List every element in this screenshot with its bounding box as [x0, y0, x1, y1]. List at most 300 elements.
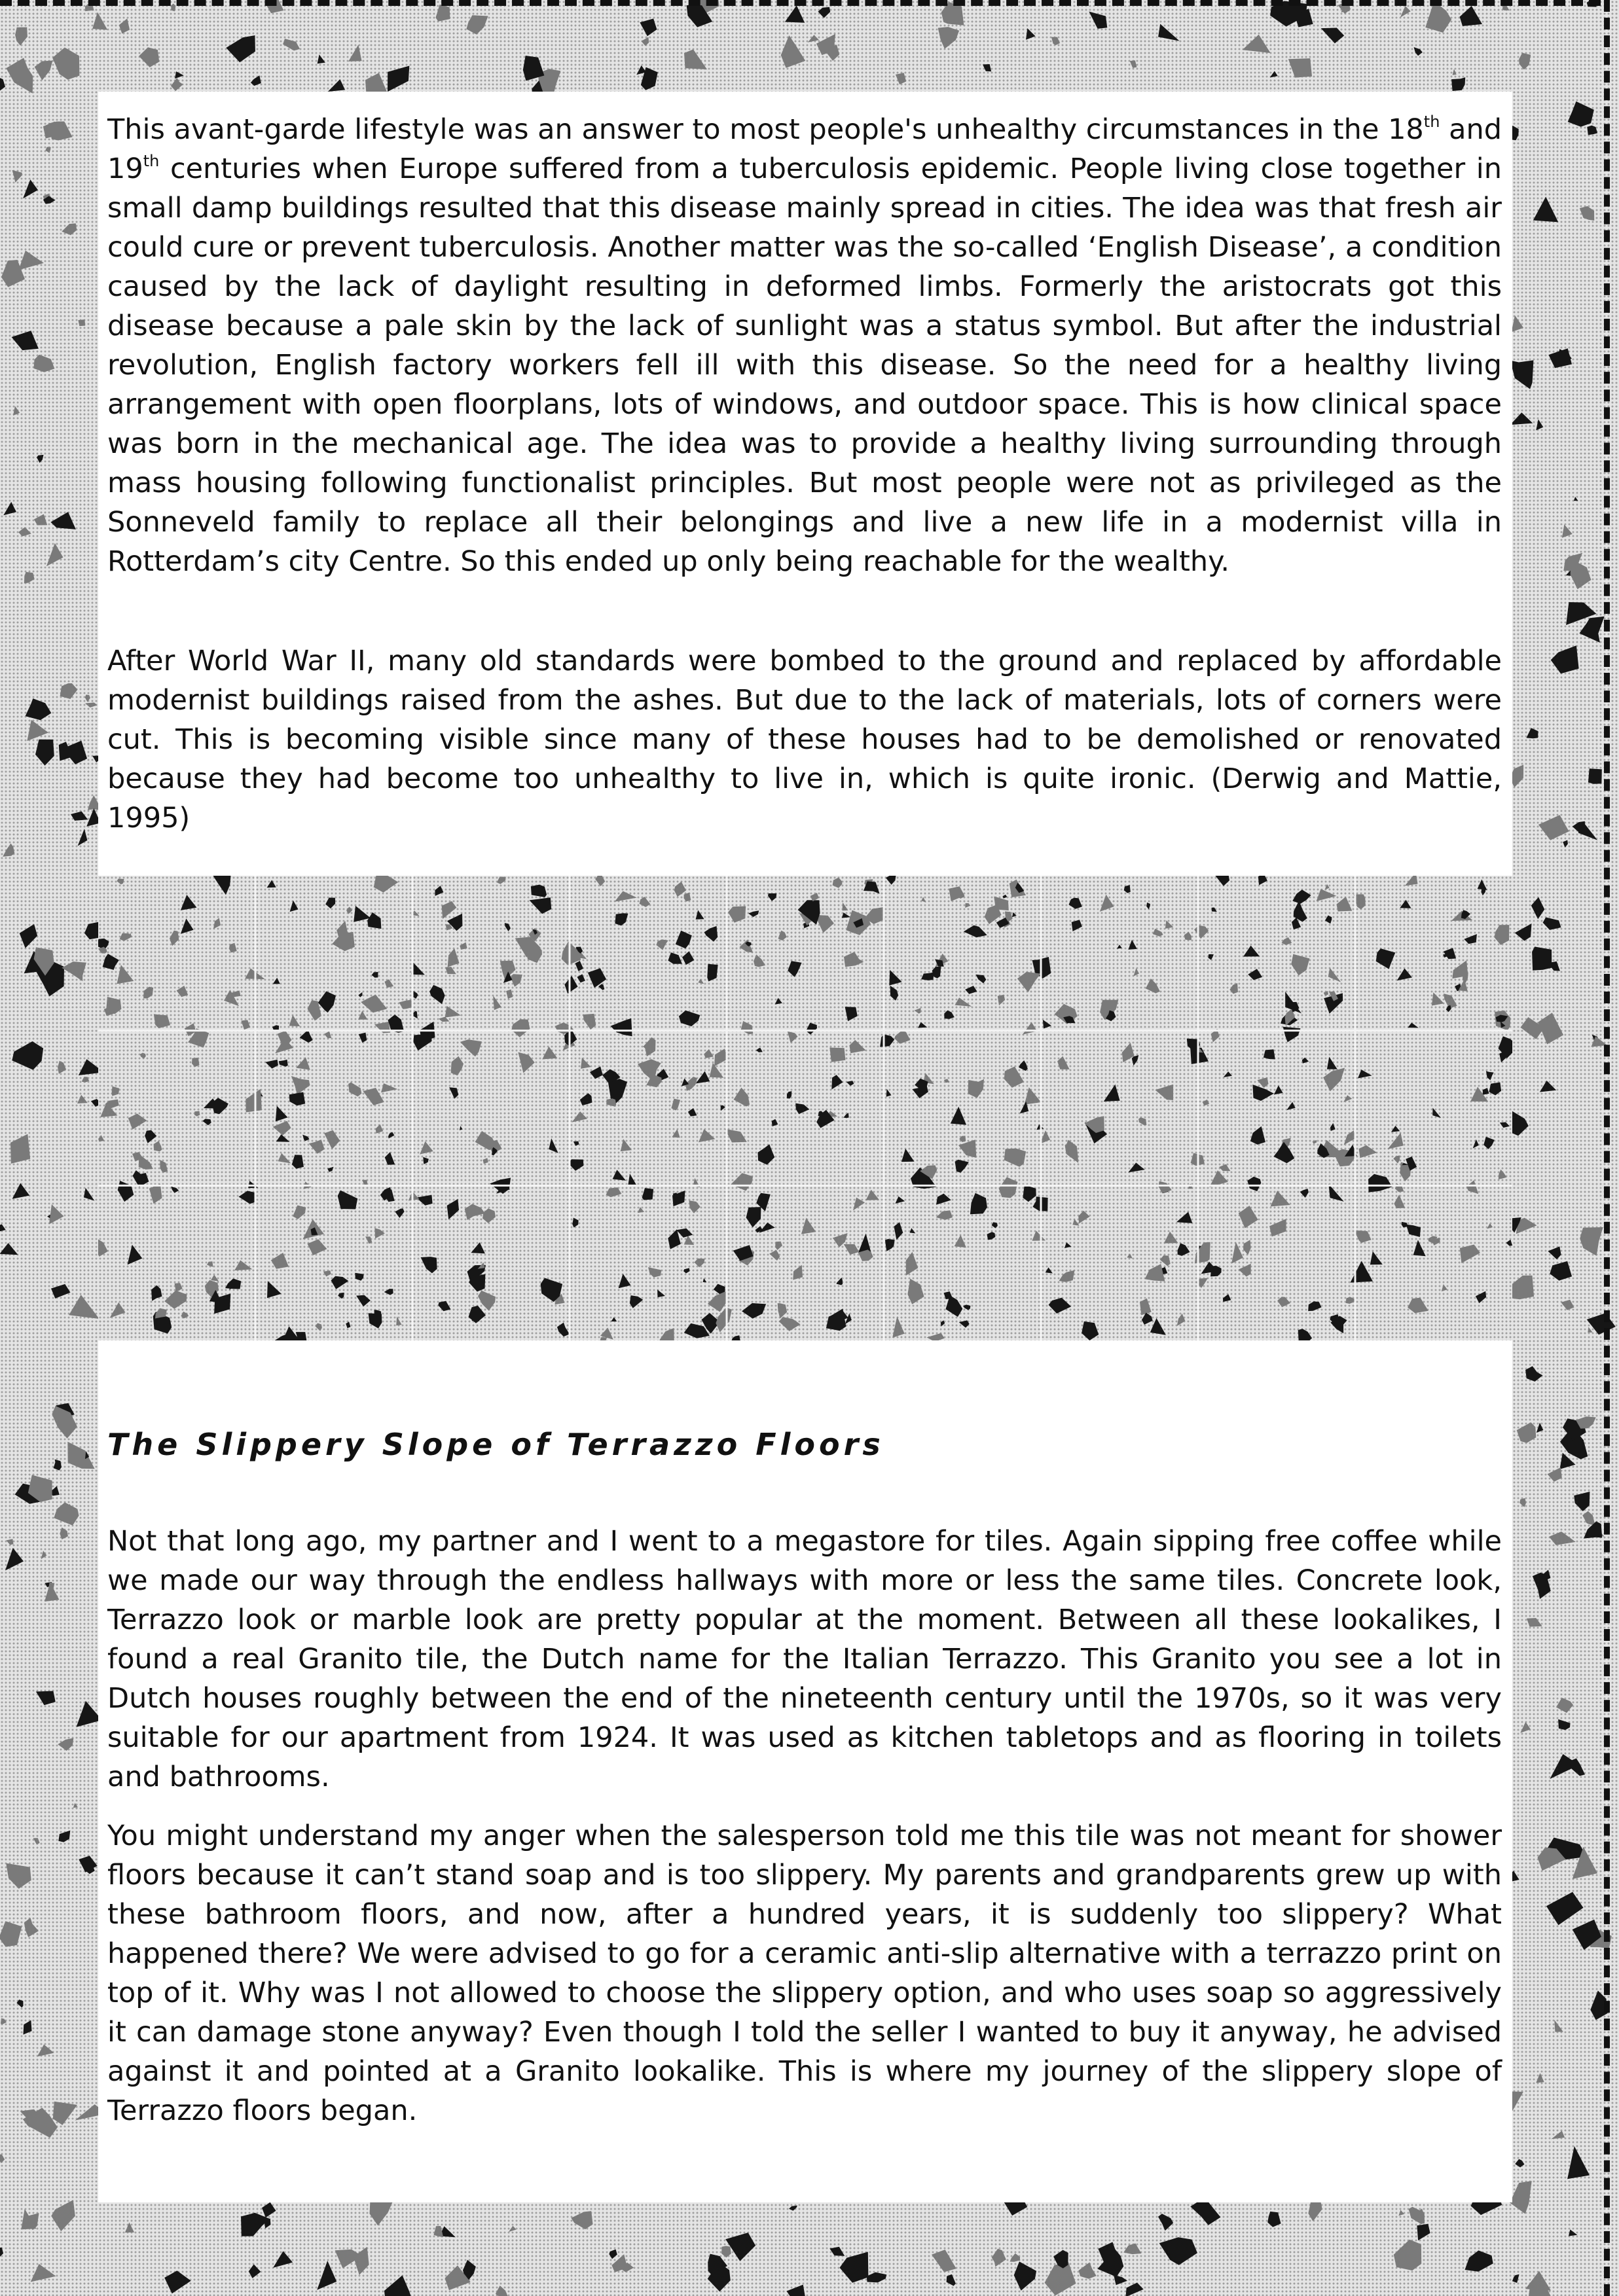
terrazzo-chip: [843, 1113, 848, 1118]
terrazzo-chip: [466, 15, 488, 35]
terrazzo-chip: [1414, 47, 1423, 56]
terrazzo-chip: [698, 978, 704, 984]
terrazzo-chip: [1145, 1264, 1165, 1282]
terrazzo-chip: [643, 1037, 655, 1056]
terrazzo-chip: [1571, 559, 1592, 589]
terrazzo-chip: [439, 1017, 450, 1022]
terrazzo-chip: [907, 1279, 924, 1304]
terrazzo-chip: [202, 1119, 211, 1125]
terrazzo-chip: [1019, 1060, 1028, 1071]
terrazzo-chip: [775, 998, 782, 1005]
terrazzo-chip: [772, 1119, 778, 1126]
terrazzo-chip: [963, 1304, 970, 1310]
terrazzo-chip: [787, 1091, 792, 1098]
terrazzo-chip: [154, 1014, 170, 1028]
terrazzo-chip: [24, 572, 35, 583]
terrazzo-chip: [324, 1031, 331, 1039]
terrazzo-chip: [293, 1206, 306, 1219]
terrazzo-chip: [482, 1208, 496, 1223]
terrazzo-chip: [1219, 1164, 1230, 1171]
terrazzo-chip: [78, 829, 88, 846]
terrazzo-chip: [1344, 1130, 1355, 1145]
terrazzo-chip: [149, 1184, 162, 1204]
terrazzo-chip: [372, 972, 378, 978]
terrazzo-chip: [1229, 983, 1238, 994]
terrazzo-chip: [1499, 1170, 1507, 1179]
terrazzo-chip: [283, 39, 300, 50]
paragraph-salesperson: You might understand my anger when the salesperson told me this tile was not meant for shower floors because it can’t stand soap and is too slippery. My parents and grandparents grew up with these bathroom floors, and now, after a hundred years, it is suddenly too slippery? What happened there? We were advised to go for a ceramic anti-slip alternative with a terrazzo print on top of it. Why was I not allowed to choose the slippery option, and who uses soap so aggressively it can damage stone anyway? Even though I told the seller I wanted to buy it anyway, he advised against it and pointed at a Granito lookalike. This is where my journey of the slippery slope of Terrazzo floors began.: [107, 1820, 1502, 2127]
terrazzo-chip: [983, 64, 991, 71]
terrazzo-chip: [509, 2226, 517, 2232]
terrazzo-chip: [1043, 1020, 1051, 1029]
terrazzo-chip: [714, 1049, 727, 1066]
terrazzo-chip: [1413, 1240, 1426, 1256]
terrazzo-chip: [20, 924, 37, 948]
terrazzo-chip: [676, 1229, 693, 1238]
terrazzo-chip: [27, 720, 48, 741]
terrazzo-chip: [1014, 2261, 1036, 2290]
terrazzo-chip: [435, 886, 443, 896]
terrazzo-chip: [955, 997, 972, 1007]
terrazzo-chip: [549, 1138, 558, 1153]
terrazzo-chip: [53, 2102, 77, 2125]
terrazzo-chip: [1549, 1532, 1576, 1545]
terrazzo-chip: [212, 1098, 228, 1114]
terrazzo-chip: [748, 910, 759, 917]
terrazzo-chip: [384, 979, 393, 988]
terrazzo-chip: [60, 683, 78, 699]
terrazzo-chip: [302, 1135, 309, 1141]
terrazzo-chip: [688, 1108, 697, 1117]
terrazzo-chip: [1588, 1327, 1592, 1333]
terrazzo-chip: [239, 1191, 256, 1204]
terrazzo-chip: [328, 79, 345, 92]
terrazzo-chip: [1558, 1719, 1571, 1730]
terrazzo-chip: [1123, 2244, 1141, 2255]
terrazzo-chip: [704, 926, 718, 942]
terrazzo-chip: [671, 1099, 680, 1111]
terrazzo-chip: [3, 844, 14, 857]
terrazzo-chip: [676, 931, 692, 949]
terrazzo-chip: [1051, 37, 1060, 46]
terrazzo-chip: [438, 1301, 450, 1312]
terrazzo-chip: [71, 812, 88, 821]
terrazzo-chip: [51, 1284, 71, 1299]
terrazzo-chip: [1408, 1298, 1428, 1314]
terrazzo-chip: [1128, 1162, 1144, 1172]
terrazzo-chip: [35, 61, 53, 81]
terrazzo-chip: [965, 986, 977, 994]
terrazzo-chip: [278, 1153, 291, 1164]
terrazzo-chip: [1010, 2253, 1021, 2262]
terrazzo-chip: [562, 941, 581, 965]
terrazzo-chip: [381, 1083, 397, 1092]
terrazzo-chip: [363, 1088, 384, 1105]
terrazzo-chip: [886, 876, 896, 885]
terrazzo-chip: [892, 1316, 905, 1338]
terrazzo-chip: [949, 886, 965, 901]
terrazzo-chip: [572, 1111, 588, 1122]
terrazzo-chip: [493, 996, 501, 1010]
terrazzo-chip: [1574, 497, 1578, 501]
terrazzo-chip: [1574, 1492, 1590, 1511]
terrazzo-chip: [1550, 1261, 1572, 1281]
terrazzo-chip: [5, 1548, 24, 1571]
terrazzo-chip: [890, 986, 899, 1001]
terrazzo-chip: [659, 1328, 674, 1340]
terrazzo-chip: [1405, 876, 1418, 886]
terrazzo-chip: [885, 1239, 895, 1251]
terrazzo-chip: [318, 992, 336, 1013]
terrazzo-chip: [317, 2261, 337, 2290]
terrazzo-chip: [1478, 880, 1487, 890]
terrazzo-chip: [1400, 900, 1411, 908]
terrazzo-tile-image: [98, 876, 1512, 1340]
terrazzo-chip: [16, 2000, 23, 2007]
terrazzo-chip: [1258, 876, 1267, 885]
terrazzo-chip: [613, 1170, 626, 1181]
terrazzo-chip: [1298, 1329, 1312, 1340]
terrazzo-chip: [140, 1053, 146, 1059]
terrazzo-chip: [1346, 1297, 1355, 1304]
terrazzo-chip: [968, 1079, 985, 1098]
terrazzo-chip: [1388, 1133, 1404, 1149]
terrazzo-chip: [6, 1539, 13, 1545]
terrazzo-chip: [192, 1058, 200, 1067]
terrazzo-chip: [497, 877, 506, 884]
terrazzo-chip: [62, 961, 86, 981]
terrazzo-chip: [595, 876, 605, 886]
terrazzo-chip: [1078, 1211, 1089, 1224]
terrazzo-chip: [704, 1049, 714, 1058]
terrazzo-chip: [1023, 1022, 1037, 1035]
terrazzo-chip: [844, 952, 864, 967]
terrazzo-chip: [1556, 1698, 1573, 1713]
terrazzo-chip: [915, 1008, 921, 1014]
terrazzo-chip: [1483, 1088, 1489, 1095]
terrazzo-chip: [265, 1060, 278, 1069]
terrazzo-chip: [1045, 2262, 1076, 2295]
terrazzo-chip: [703, 1278, 707, 1282]
terrazzo-chip: [241, 1020, 250, 1030]
terrazzo-chip: [37, 455, 44, 463]
terrazzo-chip: [164, 2270, 191, 2293]
terrazzo-chip: [1032, 1230, 1046, 1240]
terrazzo-chip: [58, 1738, 73, 1751]
terrazzo-chip: [944, 1011, 955, 1019]
terrazzo-chip: [845, 1007, 858, 1021]
terrazzo-chip: [327, 1167, 333, 1172]
terrazzo-chip: [246, 1089, 262, 1113]
terrazzo-chip: [1023, 1185, 1036, 1202]
terrazzo-chip: [1580, 617, 1605, 643]
terrazzo-chip: [292, 1155, 304, 1168]
terrazzo-chip: [1391, 1126, 1400, 1132]
terrazzo-chip: [323, 1270, 331, 1276]
terrazzo-chip: [207, 1261, 213, 1266]
terrazzo-chip: [728, 906, 746, 923]
terrazzo-chip: [1300, 1189, 1309, 1198]
terrazzo-chip: [98, 1135, 104, 1141]
terrazzo-chip: [1394, 2240, 1421, 2270]
terrazzo-chip: [1159, 2237, 1197, 2265]
terrazzo-chip: [34, 355, 55, 372]
terrazzo-chip: [1321, 28, 1345, 44]
terrazzo-chip: [531, 885, 547, 897]
terrazzo-chip: [695, 1259, 705, 1268]
terrazzo-chip: [781, 35, 806, 68]
terrazzo-chip: [177, 986, 189, 997]
terrazzo-chip: [77, 1095, 88, 1103]
terrazzo-chip: [778, 1303, 787, 1318]
terrazzo-chip: [1317, 889, 1337, 901]
terrazzo-chip: [741, 1021, 754, 1034]
terrazzo-chip: [6, 1863, 31, 1889]
terrazzo-chip: [1085, 1116, 1104, 1133]
terrazzo-chip: [315, 1323, 322, 1331]
terrazzo-chip: [460, 1039, 482, 1056]
terrazzo-chip: [128, 1245, 143, 1265]
terrazzo-chip: [609, 2250, 617, 2259]
terrazzo-chip: [442, 901, 457, 919]
terrazzo-chip: [385, 1152, 395, 1165]
terrazzo-chip: [682, 951, 694, 965]
terrazzo-chip: [445, 1006, 461, 1018]
terrazzo-chip: [13, 406, 20, 416]
paragraph-world-war: After World War II, many old standards were bombed to the ground and replaced by affordable modernist buildings raised from the ashes. But due to the lack of materials, lots of corners were cut. This is becoming visible since many of these houses had to be demolished or renovated because they had become too unhealthy to live in, which is quite ironic. (Derwig and Mattie, 1995): [107, 645, 1502, 834]
terrazzo-chip: [1127, 1253, 1133, 1259]
terrazzo-chip: [34, 514, 47, 526]
terrazzo-chip: [1506, 1240, 1513, 1246]
terrazzo-chip: [583, 1014, 596, 1030]
terrazzo-chip: [1313, 1140, 1317, 1144]
terrazzo-chip: [1178, 1243, 1190, 1256]
terrazzo-chip: [640, 18, 657, 36]
terrazzo-chip: [62, 223, 77, 235]
terrazzo-chip: [361, 995, 387, 1013]
terrazzo-chip: [471, 1242, 485, 1253]
terrazzo-chip: [818, 7, 831, 18]
terrazzo-chip: [1536, 2073, 1544, 2083]
terrazzo-chip: [769, 1250, 780, 1261]
terrazzo-chip: [1551, 645, 1579, 673]
terrazzo-chip: [58, 1831, 70, 1842]
terrazzo-chip: [1177, 1314, 1186, 1326]
terrazzo-chip: [932, 2250, 956, 2272]
paragraph-tuberculosis: This avant-garde lifestyle was an answer to most people's unhealthy circumstances in the 18th and 19th centuries when Europe suffered from a tuberculosis epidemic. People living close together in small damp buildings resulted that this disease mainly spread in cities. The idea was that fresh air could cure or prevent tuberculosis. Another matter was the so-called ‘English Disease’, a condition caused by the lack of daylight resulting in deformed limbs. Formerly the aristocrats got this disease because a pale skin by the lack of sunlight was a status symbol. But after the industrial revolution, English factory workers fell ill with this disease. So the need for a healthy living arrangement with open floorplans, lots of windows, and outdoor space. This is how clinical space was born in the mechanical age. The idea was to provide a healthy living surrounding through mass housing following functionalist principles. But most people were not as privileged as the Sonneveld family to replace all their belongings and live a new life in a modernist villa in Rotterdam’s city Centre. So this ended up only being reachable for the wealthy.: [107, 113, 1502, 578]
terrazzo-chip: [1587, 126, 1597, 135]
terrazzo-chip: [1519, 53, 1531, 70]
terrazzo-chip: [638, 1207, 644, 1213]
terrazzo-chip: [1089, 12, 1107, 29]
terrazzo-chip: [1562, 524, 1573, 538]
terrazzo-chip: [1017, 972, 1041, 992]
terrazzo-chip: [936, 1194, 951, 1205]
terrazzo-chip: [49, 1204, 64, 1225]
terrazzo-chip: [1330, 1123, 1336, 1131]
terrazzo-chip: [318, 54, 325, 63]
terrazzo-chip: [409, 1191, 420, 1200]
terrazzo-chip: [1046, 1267, 1053, 1273]
terrazzo-chip: [941, 1320, 945, 1327]
terrazzo-chip: [1515, 924, 1532, 941]
terrazzo-chip: [308, 1239, 327, 1255]
terrazzo-chip: [423, 1157, 429, 1164]
terrazzo-chip: [600, 1337, 607, 1340]
terrazzo-chip: [1432, 1108, 1441, 1119]
terrazzo-chip: [33, 1838, 40, 1844]
terrazzo-chip: [1126, 2283, 1144, 2296]
terrazzo-chip: [1510, 412, 1533, 425]
terrazzo-chip: [1563, 840, 1568, 848]
terrazzo-chip: [1292, 889, 1311, 904]
terrazzo-chip: [143, 987, 153, 999]
terrazzo-chip: [1026, 28, 1036, 40]
terrazzo-chip: [806, 1023, 817, 1035]
terrazzo-chip: [125, 2223, 134, 2233]
section-title: The Slippery Slope of Terrazzo Floors: [107, 1427, 884, 1462]
terrazzo-chip: [615, 913, 628, 925]
terrazzo-chip: [420, 1141, 433, 1155]
terrazzo-chip: [1568, 101, 1594, 127]
terrazzo-chip: [672, 1129, 680, 1138]
terrazzo-chip: [1203, 1100, 1210, 1105]
terrazzo-chip: [721, 2246, 731, 2258]
terrazzo-chip: [721, 1105, 725, 1111]
terrazzo-chip: [1239, 1206, 1258, 1228]
terrazzo-chip: [374, 1228, 385, 1238]
terrazzo-chip: [181, 1312, 189, 1319]
terrazzo-chip: [434, 2226, 444, 2237]
terrazzo-chip: [325, 898, 335, 909]
terrazzo-chip: [865, 1190, 879, 1200]
terrazzo-chip: [332, 932, 355, 951]
terrazzo-chip: [1243, 35, 1271, 53]
terrazzo-chip: [831, 1075, 843, 1089]
terrazzo-chip: [164, 1291, 187, 1309]
terrazzo-chip: [684, 49, 707, 69]
terrazzo-chip: [518, 1052, 534, 1073]
terrazzo-chip: [1554, 2020, 1563, 2032]
terrazzo-chip: [1533, 197, 1558, 223]
terrazzo-chip: [731, 1335, 740, 1340]
terrazzo-chip: [1328, 968, 1341, 982]
terrazzo-chip: [1212, 908, 1217, 912]
terrazzo-chip: [151, 1285, 162, 1301]
terrazzo-chip: [10, 1134, 30, 1164]
terrazzo-chip: [944, 1079, 949, 1083]
terrazzo-chip: [1274, 1085, 1283, 1094]
terrazzo-chip: [842, 912, 850, 918]
terrazzo-chip: [331, 1276, 349, 1289]
terrazzo-chip: [1452, 960, 1468, 978]
terrazzo-chip: [564, 976, 577, 994]
terrazzo-chip: [1580, 206, 1594, 221]
terrazzo-chip: [1548, 348, 1572, 368]
terrazzo-chip: [793, 1265, 803, 1280]
terrazzo-chip: [1160, 1255, 1171, 1266]
terrazzo-chip: [23, 179, 38, 198]
terrazzo-chip: [15, 27, 27, 46]
terrazzo-chip: [1525, 2271, 1551, 2291]
terrazzo-chip: [338, 1191, 358, 1210]
terrazzo-chip: [119, 18, 130, 33]
terrazzo-chip: [1536, 420, 1543, 431]
terrazzo-chip: [118, 1181, 134, 1202]
terrazzo-chip: [970, 1193, 987, 1215]
terrazzo-chip: [171, 78, 183, 91]
terrazzo-chip: [998, 995, 1005, 1005]
terrazzo-chip: [416, 1195, 433, 1206]
terrazzo-chip: [810, 893, 819, 901]
terrazzo-chip: [1495, 925, 1510, 945]
terrazzo-chip: [289, 1092, 306, 1106]
terrazzo-chip: [707, 964, 718, 982]
terrazzo-chip: [1140, 1299, 1152, 1316]
terrazzo-chip: [716, 1308, 731, 1333]
terrazzo-chip: [621, 1139, 632, 1151]
terrazzo-chip: [1355, 1230, 1372, 1243]
terrazzo-chip: [1548, 1467, 1562, 1482]
terrazzo-chip: [758, 1144, 775, 1164]
terrazzo-chip: [849, 1040, 865, 1053]
terrazzo-chip: [1487, 1223, 1493, 1229]
terrazzo-chip: [829, 2247, 845, 2256]
terrazzo-chip: [1517, 1422, 1537, 1443]
terrazzo-chip: [36, 1691, 56, 1706]
terrazzo-chip: [1324, 991, 1328, 996]
terrazzo-chip: [279, 1060, 288, 1067]
terrazzo-chip: [1417, 2224, 1430, 2240]
terrazzo-chip: [1442, 1284, 1447, 1291]
terrazzo-chip: [944, 1291, 953, 1299]
terrazzo-chip: [98, 1238, 108, 1257]
terrazzo-chip: [447, 1199, 459, 1219]
terrazzo-chip: [975, 975, 986, 984]
terrazzo-chip: [1325, 884, 1330, 890]
terrazzo-chip: [171, 1187, 179, 1193]
terrazzo-chip: [511, 1019, 530, 1037]
terrazzo-chip: [731, 1173, 753, 1191]
terrazzo-chip: [896, 73, 906, 84]
terrazzo-chip: [248, 1181, 258, 1188]
terrazzo-chip: [1130, 60, 1137, 68]
terrazzo-chip: [1408, 1023, 1419, 1028]
terrazzo-chip: [1451, 77, 1465, 91]
terrazzo-chip: [60, 1528, 68, 1539]
terrazzo-chip: [399, 1000, 413, 1009]
terrazzo-chip: [154, 1141, 162, 1151]
terrazzo-chip: [1432, 992, 1444, 1005]
terrazzo-chip: [160, 1160, 168, 1173]
terrazzo-chip: [194, 1111, 200, 1117]
dashed-border-right: [1604, 0, 1610, 2296]
terrazzo-chip: [1582, 1511, 1595, 1526]
terrazzo-chip: [45, 147, 50, 153]
terrazzo-chip: [829, 1048, 845, 1062]
terrazzo-chip: [1473, 1139, 1479, 1149]
terrazzo-chip: [1231, 1242, 1243, 1263]
terrazzo-chip: [542, 1047, 557, 1060]
terrazzo-chip: [51, 2200, 75, 2231]
terrazzo-chip: [276, 1134, 290, 1142]
terrazzo-chip: [1267, 2212, 1281, 2227]
terrazzo-chip: [921, 897, 926, 903]
terrazzo-chip: [1489, 1083, 1501, 1096]
terrazzo-chip: [759, 1223, 774, 1233]
terrazzo-chip: [1359, 1145, 1377, 1158]
terrazzo-chip: [630, 1295, 643, 1308]
